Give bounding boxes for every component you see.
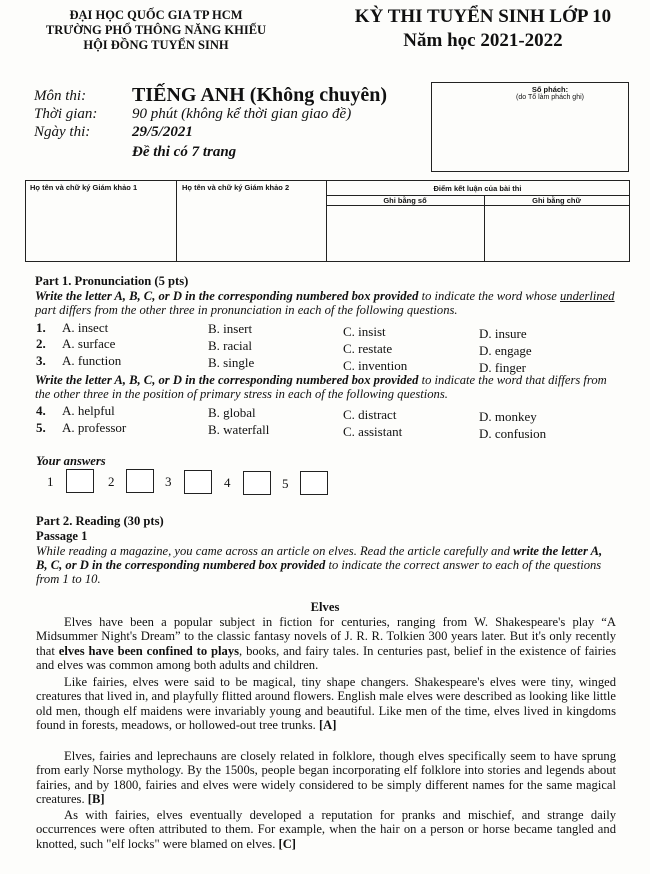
- part1-title: Part 1. Pronunciation (5 pts): [35, 274, 189, 288]
- instruction-text: to indicate the word whose: [418, 289, 560, 303]
- question-number: 1.: [36, 320, 46, 335]
- option-c: C. insist: [343, 324, 386, 339]
- answer-box-2[interactable]: [126, 469, 154, 493]
- article-paragraph-1: [36, 615, 616, 672]
- insertion-mark-b: [B]: [87, 791, 105, 806]
- option-a: A. function: [62, 353, 122, 368]
- option-c: C. invention: [343, 358, 408, 373]
- score-in-numbers-header: Ghi bằng số: [383, 196, 427, 205]
- option-a: A. insect: [62, 320, 109, 335]
- instruction-underlined: underlined: [560, 289, 615, 303]
- grader1-header: Họ tên và chữ ký Giám khảo 1: [30, 183, 138, 192]
- result-header: Điểm kết luận của bài thi: [433, 184, 522, 193]
- option-b: B. waterfall: [208, 422, 270, 437]
- article-title: Elves: [310, 600, 340, 614]
- option-d: D. finger: [479, 360, 526, 375]
- pages-note: Đề thi có 7 trang: [132, 144, 237, 160]
- insertion-mark-c: [C]: [278, 836, 296, 851]
- answer-number: 5: [282, 476, 289, 491]
- part2-instruction: [36, 544, 614, 587]
- article-paragraph-3: [36, 749, 616, 806]
- subject-value: TIẾNG ANH (Không chuyên): [132, 84, 388, 106]
- date-label: Ngày thi:: [34, 124, 91, 140]
- secret-number-box: [431, 82, 629, 172]
- your-answers-label: Your answers: [36, 454, 106, 468]
- school-year: Năm học 2021-2022: [403, 30, 563, 51]
- answer-box-4[interactable]: [243, 471, 271, 495]
- score-in-words-header: Ghi bằng chữ: [532, 196, 581, 205]
- paragraph-text: , books, and fairy tales. In centuries past, belief in the existence of fairies and elves was common among both adults and children.: [36, 643, 616, 672]
- instruction-text: part differs from the other three in pronunciation in each of the following questions.: [35, 303, 458, 318]
- paragraph-text: Elves have been a popular subject in fiction for centuries, ranging from W. Shakespeare's play “A Midsummer Night's Dream” to the classic fantasy novels of J. R. R. Tolkien 300 years later. But it's only recently that: [36, 615, 616, 658]
- instruction-text: to indicate the correct answer to each of the questions from 1 to 10.: [36, 558, 602, 587]
- option-c: C. assistant: [343, 424, 403, 439]
- secret-label: Số phách:: [531, 85, 569, 94]
- option-d: D. engage: [479, 343, 532, 358]
- option-d: D. confusion: [479, 426, 547, 441]
- paragraph-text: As with fairies, elves eventually developed a reputation for pranks and mischief, and strange daily occurrences were often attributed to them. For example, when the hair on a person or horse became tangled and knotted, such "elf locks" were blamed on elves.: [36, 808, 616, 851]
- university-name: ĐẠI HỌC QUỐC GIA TP HCM: [69, 8, 243, 22]
- instruction-bold: Write the letter A, B, C, or D in the corresponding numbered box provided: [35, 289, 419, 303]
- option-c: C. distract: [343, 407, 397, 422]
- school-name: TRƯỜNG PHỔ THÔNG NĂNG KHIẾU: [45, 23, 267, 37]
- article-paragraph-4: [36, 808, 616, 851]
- question-number: 4.: [36, 403, 46, 418]
- instruction-bold: Write the letter A, B, C, or D in the corresponding numbered box provided: [35, 373, 419, 387]
- instruction-bold: write the letter A, B, C, or D in the corresponding numbered box provided: [36, 544, 603, 573]
- secret-note: (do Tổ làm phách ghi): [516, 94, 584, 101]
- grader2-header: Họ tên và chữ ký Giám khảo 2: [182, 183, 290, 192]
- answer-box-5[interactable]: [300, 471, 328, 495]
- option-d: D. insure: [479, 326, 527, 341]
- exam-title: KỲ THI TUYỂN SINH LỚP 10: [354, 6, 612, 27]
- answer-number: 1: [47, 474, 54, 489]
- answer-number: 3: [165, 474, 172, 489]
- part1-instruction-1: [35, 289, 615, 317]
- paragraph-text: Elves, fairies and leprechauns are closely related in folklore, though elves specifically seem to have sprung from early Norse mythology. By the 1500s, people began incorporating elf folklore into stories and legends about fairies, and by 1800, fairies and elves were widely considered to be simply different names for the same magical creatures.: [36, 749, 616, 806]
- option-c: C. restate: [343, 341, 393, 356]
- part2-title: Part 2. Reading (30 pts): [36, 514, 164, 528]
- answer-box-1[interactable]: [66, 469, 94, 493]
- option-b: B. racial: [208, 338, 253, 353]
- subject-label: Môn thi:: [34, 88, 87, 104]
- school-header: [6, 8, 306, 53]
- question-number: 5.: [36, 420, 46, 435]
- answer-number: 2: [108, 474, 115, 489]
- question-number: 3.: [36, 353, 46, 368]
- paragraph-text: Like fairies, elves were said to be magical, tiny shape changers. Shakespeare's elves were tiny, winged creatures that lived in, and playfully flitted around flowers. English male elves were described as looking like little old men, though elf maidens were invariably young and beautiful. Like men of the time, elves lived in kingdoms found in forests, meadows, or hollowed-out tree trunks.: [36, 675, 616, 732]
- article-paragraph-2: [36, 675, 616, 732]
- option-b: B. insert: [208, 321, 253, 336]
- instruction-text: to indicate the word that differs from the other three in the position of primary stress in each of the following questions.: [35, 373, 607, 402]
- exam-header: [318, 5, 648, 53]
- time-value: 90 phút (không kể thời gian giao đề): [132, 106, 352, 122]
- highlighted-phrase: elves have been confined to plays: [58, 643, 240, 658]
- grader-table: [25, 180, 630, 262]
- option-a: A. surface: [62, 336, 116, 351]
- answer-box-3[interactable]: [184, 470, 212, 494]
- question-number: 2.: [36, 336, 46, 351]
- date-value: 29/5/2021: [132, 124, 193, 140]
- time-label: Thời gian:: [34, 106, 98, 122]
- option-b: B. single: [208, 355, 255, 370]
- instruction-text: While reading a magazine, you came across an article on elves. Read the article carefully and: [36, 544, 514, 558]
- option-b: B. global: [208, 405, 256, 420]
- answer-number: 4: [224, 475, 231, 490]
- option-d: D. monkey: [479, 409, 537, 424]
- passage-label: Passage 1: [36, 529, 88, 543]
- insertion-mark-a: [A]: [318, 717, 337, 732]
- option-a: A. professor: [62, 420, 127, 435]
- option-a: A. helpful: [62, 403, 115, 418]
- part1-instruction-2: [35, 373, 615, 401]
- council-name: HỘI ĐỒNG TUYỂN SINH: [83, 38, 229, 52]
